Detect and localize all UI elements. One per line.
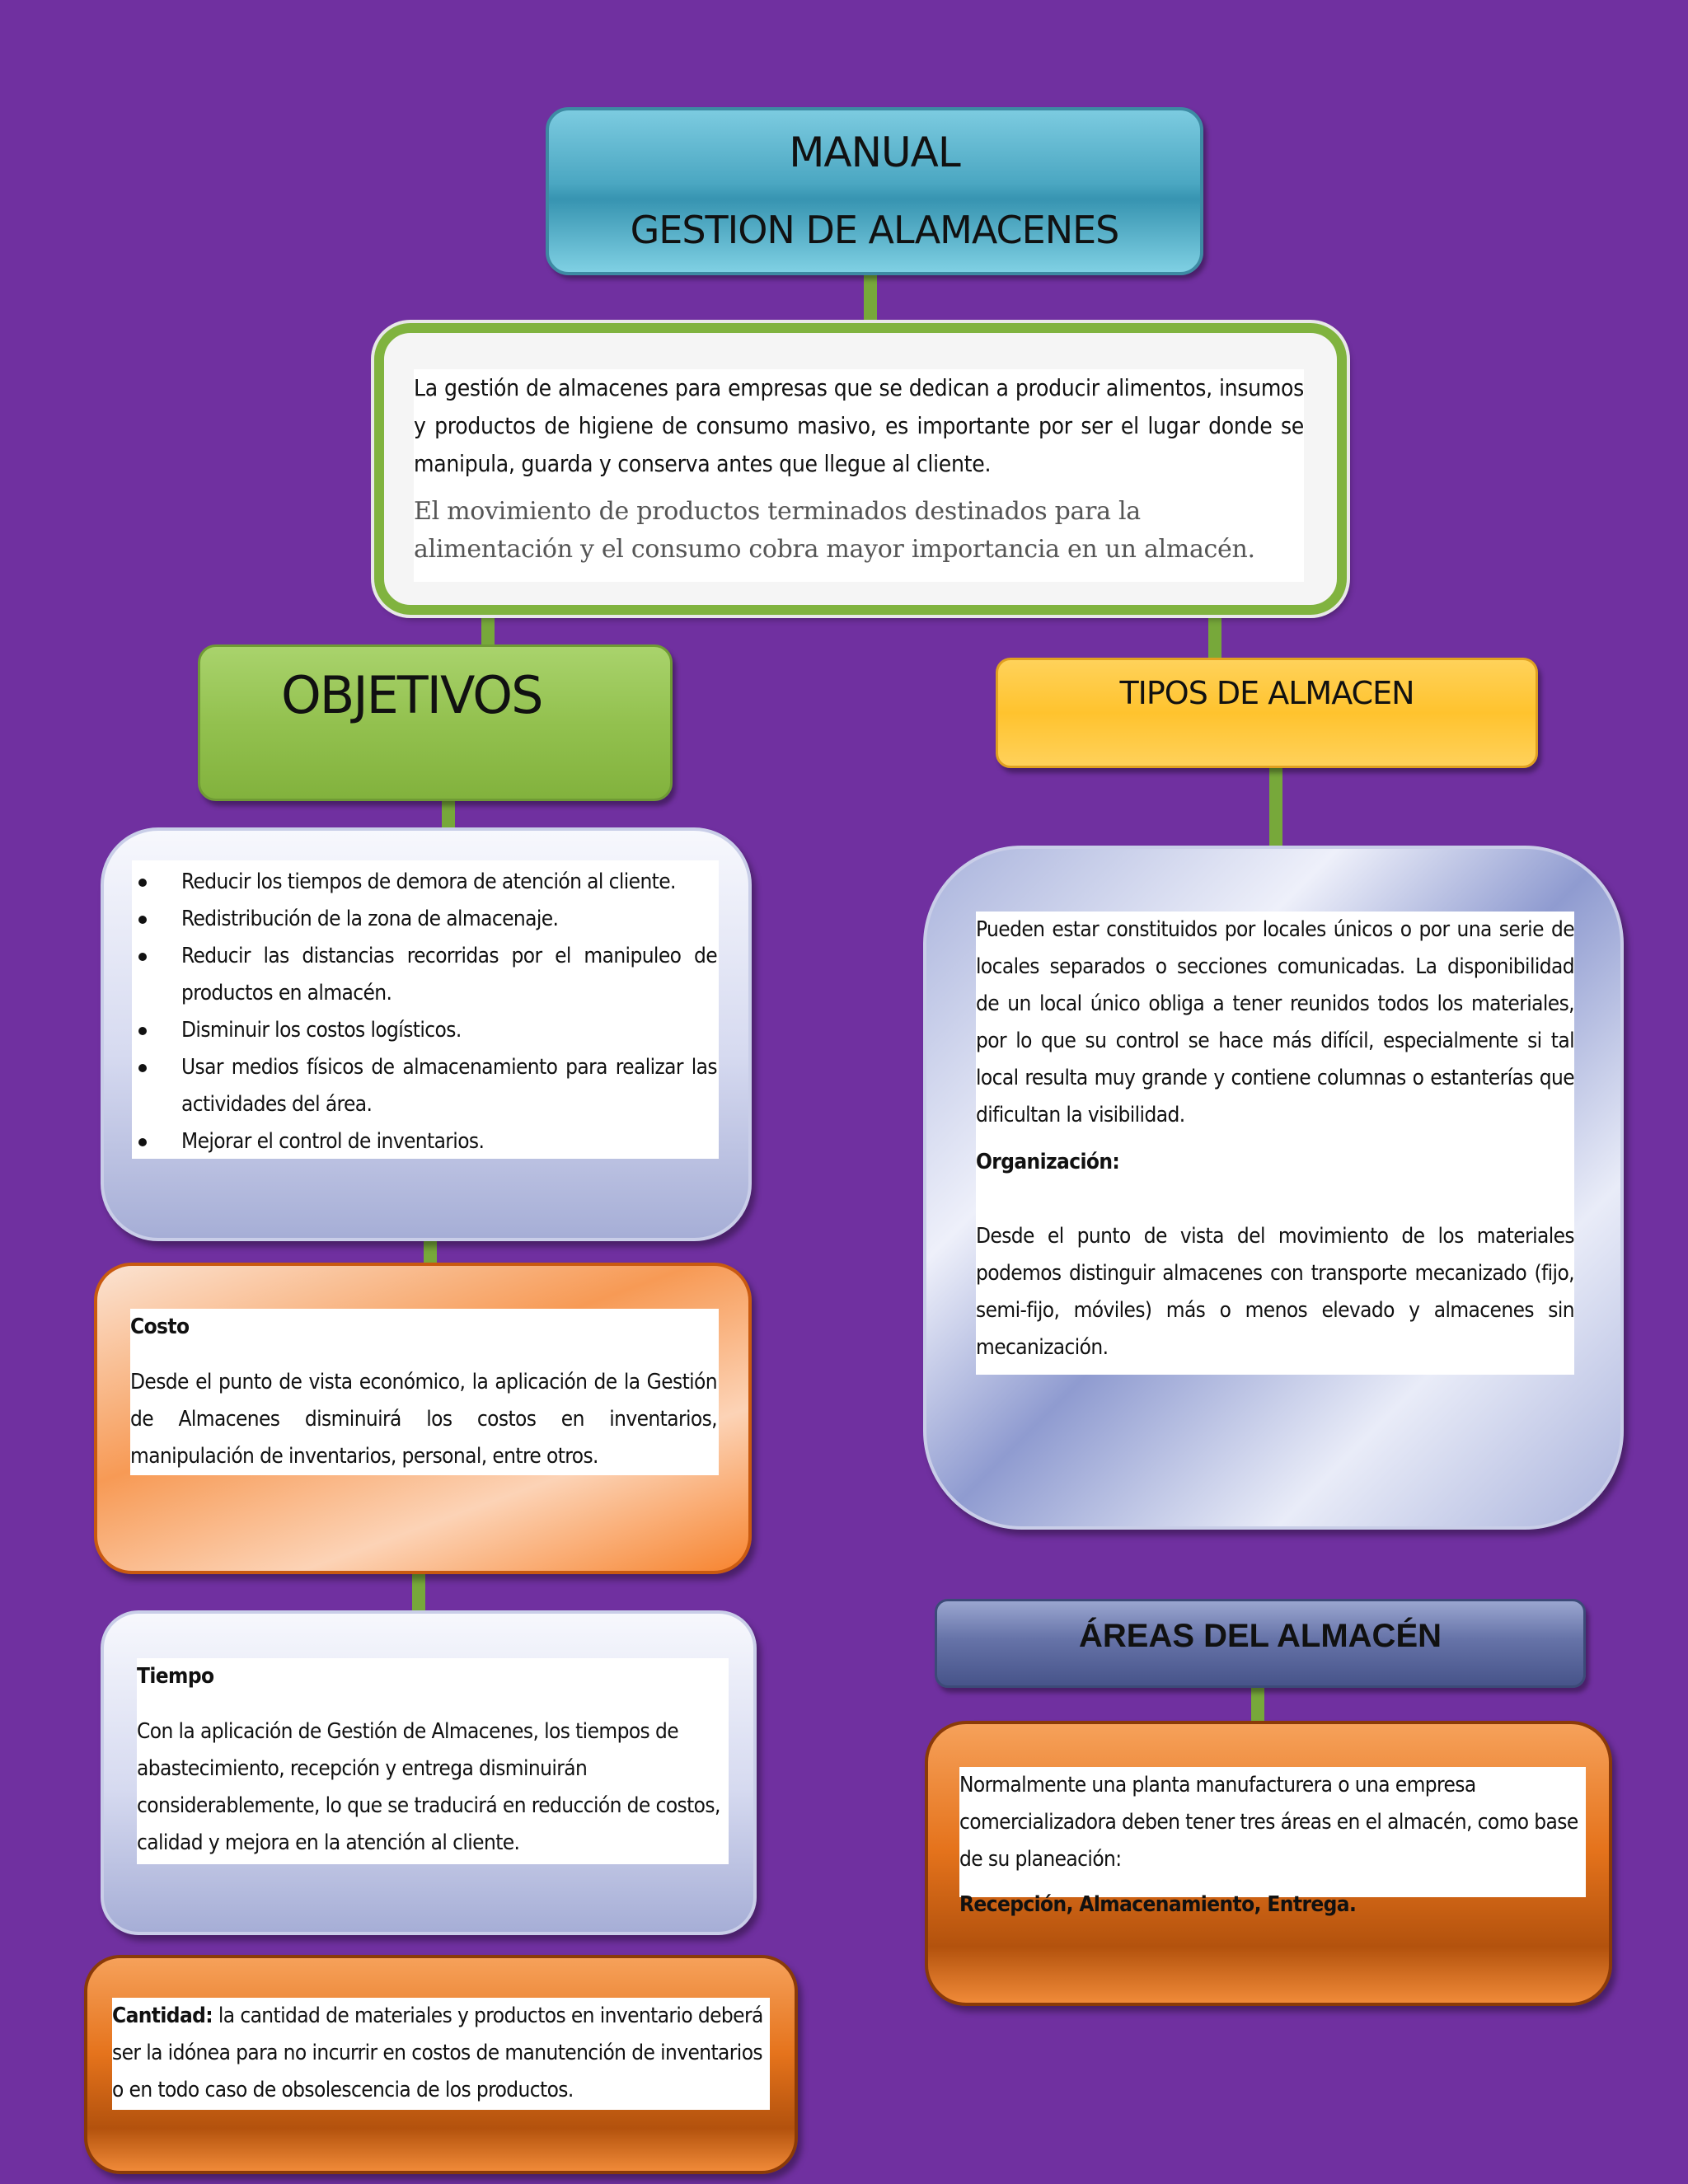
objetivos-list-card — [101, 827, 752, 1241]
costo-card — [94, 1263, 752, 1574]
connector-costo-tiempo — [412, 1572, 425, 1614]
tiempo-heading: Tiempo — [137, 1664, 214, 1689]
list-item: Redistribución de la zona de almacenaje. — [132, 901, 717, 938]
objetivos-heading: OBJETIVOS — [281, 665, 542, 725]
tipos-heading: TIPOS DE ALMACEN — [1119, 675, 1414, 711]
areas-heading: ÁREAS DEL ALMACÉN — [1078, 1618, 1442, 1654]
connector-areas-detail — [1251, 1686, 1264, 1722]
areas-heading-box — [935, 1599, 1586, 1688]
intro-paragraph-2: El movimiento de productos terminados destinados para la alimentación y el consumo cobra mayor importancia en un almacén. — [414, 497, 1255, 564]
areas-text-area — [959, 1767, 1586, 1917]
tiempo-card — [101, 1610, 757, 1935]
costo-text-area — [130, 1309, 719, 1475]
cantidad-text-area — [112, 1998, 770, 2110]
cantidad-card — [84, 1955, 798, 2174]
tipos-heading-box — [996, 658, 1538, 768]
connector-title-intro — [864, 275, 877, 326]
intro-paragraph-1: La gestión de almacenes para empresas que se dedican a producir alimentos, insumos y productos de higiene de consumo masivo, es importante por ser el lugar donde se manipula, guarda y conserva antes que llegue al cliente. — [414, 374, 1304, 477]
tipos-detail-card — [923, 846, 1624, 1530]
organizacion-heading: Organización: — [976, 1150, 1120, 1174]
title-box — [546, 107, 1203, 275]
tipos-text-2: Desde el punto de vista del movimiento de los materiales podemos distinguir almacenes con transporte mecanizado (fijo, semi-fijo, móviles) más o menos elevado y almacenes sin mecanización. — [976, 1224, 1574, 1360]
areas-detail-card — [925, 1721, 1612, 2006]
tiempo-text: Con la aplicación de Gestión de Almacenes, los tiempos de abastecimiento, recepción y entrega disminuirán considerablemente, lo que se traducirá en reducción de costos, calidad y mejora en la atención al cliente. — [137, 1719, 720, 1855]
objetivos-list-area — [132, 860, 719, 1159]
list-item: Mejorar el control de inventarios. — [132, 1123, 717, 1160]
cantidad-text: la cantidad de materiales y productos en inventario deberá ser la idónea para no incurrir en costos de manutención de inventarios o en todo caso de obsolescencia de los productos. — [112, 2004, 763, 2102]
list-item: Reducir los tiempos de demora de atención al cliente. — [132, 864, 717, 901]
list-item: Reducir las distancias recorridas por el manipuleo de productos en almacén. — [132, 938, 717, 1012]
tipos-text-area — [976, 912, 1574, 1375]
title-line-gestion: GESTION DE ALAMACENES — [630, 208, 1119, 252]
costo-text: Desde el punto de vista económico, la aplicación de la Gestión de Almacenes disminuirá los costos en inventarios, manipulación de inventarios, personal, entre otros. — [130, 1370, 717, 1469]
title-line-manual: MANUAL — [789, 129, 960, 176]
list-item: Usar medios físicos de almacenamiento para realizar las actividades del área. — [132, 1049, 717, 1123]
areas-text: Normalmente una planta manufacturera o una empresa comercializadora deben tener tres áreas en el almacén, como base de su planeación: — [959, 1773, 1578, 1872]
cantidad-heading: Cantidad: — [112, 2004, 213, 2028]
costo-heading: Costo — [130, 1315, 190, 1339]
intro-box — [374, 323, 1347, 615]
intro-text-area — [414, 369, 1304, 582]
objetivos-list — [132, 864, 717, 1160]
connector-tipos-detail — [1269, 766, 1282, 849]
tipos-text-1: Pueden estar constituidos por locales únicos o por una serie de locales separados o secciones comunicadas. La disponibilidad de un local único obliga a tener reunidos todos los materiales, por lo que su control se hace más difícil, especialmente si tal local resulta muy grande y contiene columnas o estanterías que dificultan la visibilidad. — [976, 917, 1574, 1127]
tiempo-text-area — [137, 1658, 729, 1864]
areas-list: Recepción, Almacenamiento, Entrega. — [959, 1892, 1357, 1917]
list-item: Disminuir los costos logísticos. — [132, 1012, 717, 1049]
objetivos-heading-box — [198, 644, 673, 801]
